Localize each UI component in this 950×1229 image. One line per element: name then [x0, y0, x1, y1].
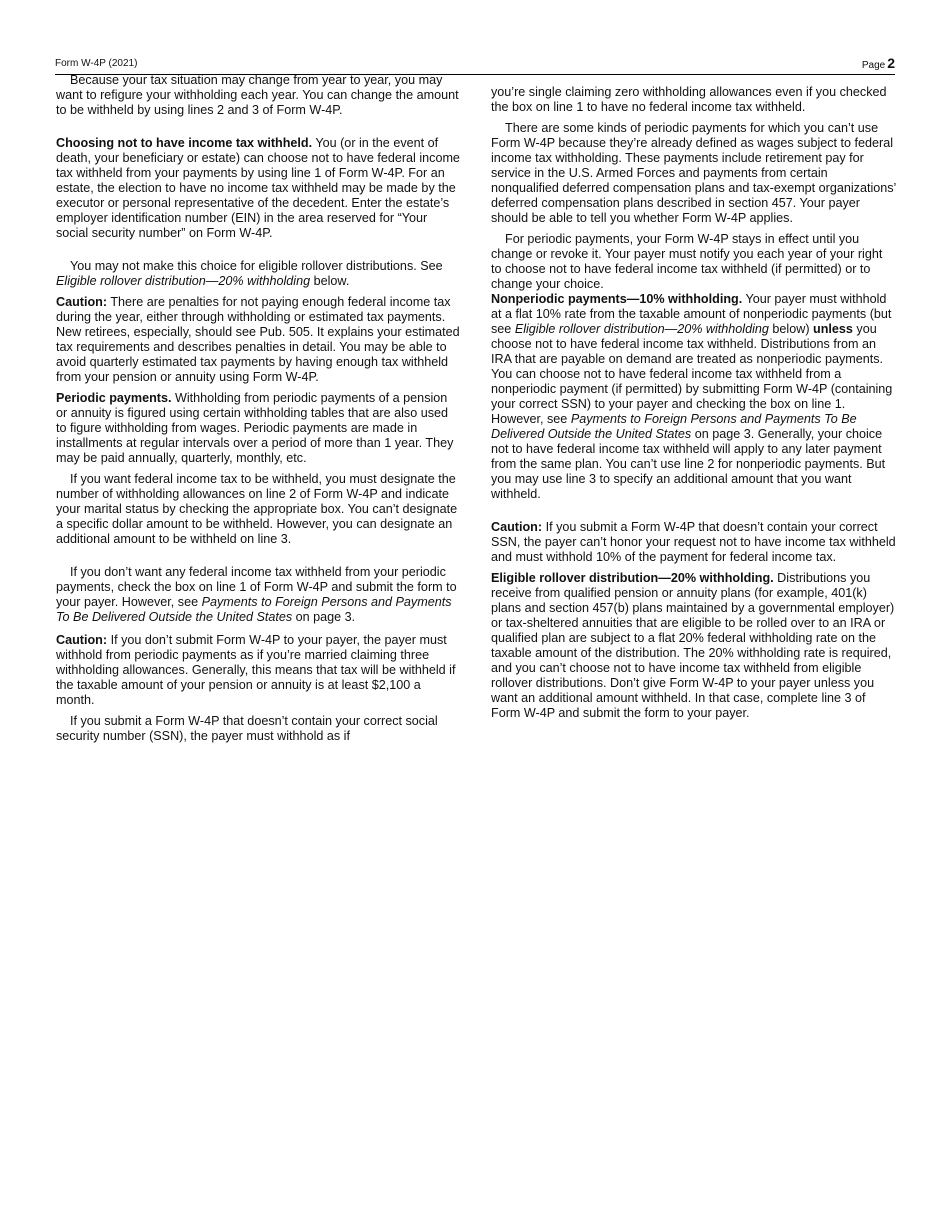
single-zero-paragraph: you’re single claiming zero withholding allowances even if you checked the box on line 1 to have no federal income tax withheld.	[491, 85, 887, 114]
no-submit-caution-paragraph: Caution: If you don’t submit Form W-4P to your payer, the payer must withhold from periodic payments as if you’re married claiming three withholding allowances. Generally, this means that tax will be withheld if the taxable amount of your pension or annuity is at least $2,100 a month.	[56, 633, 456, 707]
eligible-rollover-paragraph: Eligible rollover distribution—20% withholding. Distributions you receive from qualified pension or annuity plans (for example, 401(k) plans and section 457(b) plans maintained by a governmental employer) or tax-sheltered annuities that are eligible to be rolled over to an IRA or qualified plan are subject to a flat 20% federal withholding rate on the taxable amount of the distribution. The 20% withholding rate is required, and you can’t choose not to have income tax withheld from eligible rollover distributions. Don’t give Form W-4P to your payer unless you want an additional amount withheld. In that case, complete line 3 of Form W-4P and submit the form to your payer.	[491, 571, 895, 720]
page-header	[55, 55, 895, 75]
foreign-persons-reference: Payments to Foreign Persons and Payments To Be Delivered Outside the United States	[56, 595, 452, 624]
ssn-caution-paragraph: Caution: If you submit a Form W-4P that doesn’t contain your correct SSN, the payer can’t honor your request not to have income tax withheld and must withhold 10% of the payment for federal income tax.	[491, 520, 896, 564]
eligible-rollover-heading: Eligible rollover distribution—20% withholding.	[491, 571, 774, 585]
no-withholding-paragraph: Choosing not to have income tax withheld. You (or in the event of death, your beneficiary or estate) can choose not to have federal income tax withheld from your payments by using line 1 of Form W-4P. For an estate, the election to have no income tax withheld may be made by the executor or personal representative of the decedent. Enter the estate’s employer identification number (EIN) in the area reserved for “Your social security number” on Form W-4P.	[56, 136, 460, 240]
page-indicator	[862, 55, 895, 71]
nonperiodic-heading: Nonperiodic payments—10% withholding.	[491, 292, 743, 306]
rollover-reference: Eligible rollover distribution—20% withholding	[56, 274, 311, 288]
caution-label: Caution:	[491, 520, 543, 534]
no-withholding-heading: Choosing not to have income tax withheld.	[56, 136, 313, 150]
form-name: Form W-4P (2021)	[55, 58, 138, 69]
page-number: 2	[887, 55, 895, 71]
page-label: Page	[861, 60, 886, 71]
foreign-persons-reference: Payments to Foreign Persons and Payments To Be Delivered Outside the United States	[491, 412, 857, 441]
left-column	[56, 73, 460, 744]
caution-label: Caution:	[56, 633, 108, 647]
right-column	[491, 85, 896, 721]
caution-label: Caution:	[56, 295, 108, 309]
ssn-paragraph: If you submit a Form W-4P that doesn’t contain your correct social security number (SSN), the payer must withhold as if	[56, 714, 438, 743]
nonperiodic-paragraph: Nonperiodic payments—10% withholding. Your payer must withhold at a flat 10% rate from the taxable amount of nonperiodic payments (but see Eligible rollover distribution—20% withholding below) unless you choose not to have federal income tax withheld. Distributions from an IRA that are payable on demand are treated as nonperiodic payments. You can choose not to have federal income tax withheld from a nonperiodic payment (if permitted) by submitting Form W-4P (containing your correct SSN) to your payer and checking the box on line 1. However, see Payments to Foreign Persons and Payments To Be Delivered Outside the United States on page 3. Generally, your choice not to have federal income tax withheld will apply to any later payment from the same plan. You can’t use line 2 for nonperiodic payments. But you may use line 3 to specify an additional amount that you want withheld.	[491, 292, 893, 501]
designate-allowances-paragraph: If you want federal income tax to be withheld, you must designate the number of withholding allowances on line 2 of Form W-4P and indicate your marital status by checking the appropriate box. You can’t designate a specific dollar amount to be withheld. However, you can designate an additional amount to be withheld on line 3.	[56, 472, 458, 546]
refigure-paragraph: Because your tax situation may change from year to year, you may want to refigure your withholding each year. You can change the amount to be withheld by using lines 2 and 3 of Form W-4P.	[56, 73, 459, 117]
rollover-choice-paragraph: You may not make this choice for eligible rollover distributions. See Eligible rollover distribution—20% withholding below.	[56, 259, 443, 288]
periodic-payments-paragraph: Periodic payments. Withholding from periodic payments of a pension or annuity is figured using certain withholding tables that are also used to figure withholding from wages. Periodic payments are made in installments at regular intervals over a period of more than 1 year. They may be paid annually, quarterly, monthly, etc.	[56, 391, 454, 465]
penalty-caution-paragraph: Caution: There are penalties for not paying enough federal income tax during the year, either through withholding or estimated tax payments. New retirees, especially, should see Pub. 505. It explains your estimated tax requirements and describes penalties in detail. You may be able to avoid quarterly estimated tax payments by having enough tax withheld from your pension or annuity using Form W-4P.	[56, 295, 460, 384]
wages-exception-paragraph: There are some kinds of periodic payments for which you can’t use Form W-4P because they’re already defined as wages subject to federal income tax withholding. These payments include retirement pay for service in the U.S. Armed Forces and payments from certain nonqualified deferred compensation plans and tax-exempt organizations’ deferred compensation plans described in section 457. Your payer should be able to tell you whether Form W-4P applies.	[491, 121, 896, 225]
no-tax-periodic-paragraph: If you don’t want any federal income tax withheld from your periodic payments, check the box on line 1 of Form W-4P and submit the form to your payer. However, see Payments to Foreign Persons and Payments To Be Delivered Outside the United States on page 3.	[56, 565, 457, 624]
periodic-payments-heading: Periodic payments.	[56, 391, 172, 405]
effect-until-revoked-paragraph: For periodic payments, your Form W-4P stays in effect until you change or revoke it. Your payer must notify you each year of your right to choose not to have federal income tax withheld (if permitted) or to change your choice.	[491, 232, 883, 291]
